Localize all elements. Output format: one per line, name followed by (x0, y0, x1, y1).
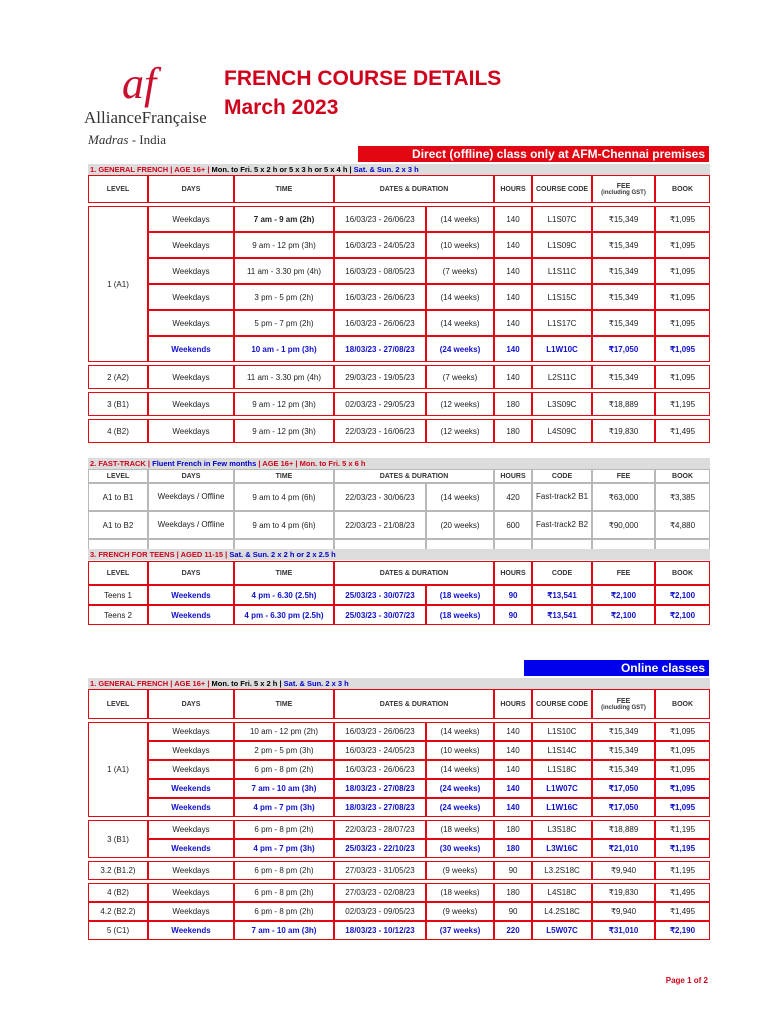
hours-cell: 140 (494, 779, 532, 798)
column-header: DATES & DURATION (334, 175, 494, 203)
heading-part: 3. FRENCH FOR TEENS | AGED 11-15 | (90, 550, 228, 559)
duration-cell: (18 weeks) (426, 883, 494, 902)
time-cell: 9 am - 12 pm (3h) (234, 392, 334, 416)
level-cell: A1 to B2 (88, 511, 148, 539)
dates-cell: 22/03/23 - 28/07/23 (334, 820, 426, 839)
duration-cell: (24 weeks) (426, 779, 494, 798)
days-cell: Weekdays (148, 206, 234, 232)
title-line-2: March 2023 (224, 96, 339, 119)
days-cell: Weekdays (148, 760, 234, 779)
column-header: HOURS (494, 561, 532, 585)
hours-cell: 140 (494, 336, 532, 362)
hours-cell: 600 (494, 511, 532, 539)
book-cell: ₹1,195 (655, 820, 710, 839)
code-cell: L3.2S18C (532, 861, 592, 880)
hours-cell: 140 (494, 760, 532, 779)
days-cell: Weekdays (148, 419, 234, 443)
level-cell: 1 (A1) (88, 206, 148, 362)
dates-cell: 16/03/23 - 08/05/23 (334, 258, 426, 284)
days-cell: Weekdays / Offline (148, 511, 234, 539)
hours-cell: 180 (494, 392, 532, 416)
days-cell: Weekends (148, 605, 234, 625)
table-row (88, 365, 710, 389)
column-header: COURSE CODE (532, 689, 592, 719)
book-cell: ₹1,095 (655, 336, 710, 362)
code-cell: L3S09C (532, 392, 592, 416)
table-row (88, 605, 710, 625)
fee-cell: ₹9,940 (592, 861, 655, 880)
column-header: BOOK (655, 561, 710, 585)
days-cell: Weekdays (148, 365, 234, 389)
heading-part: 1. GENERAL FRENCH | AGE 16+ | (90, 165, 210, 174)
days-cell: Weekdays (148, 861, 234, 880)
page-title (224, 64, 501, 122)
book-cell: ₹1,095 (655, 258, 710, 284)
code-cell: L1W10C (532, 336, 592, 362)
dates-cell: 27/03/23 - 31/05/23 (334, 861, 426, 880)
duration-cell: (18 weeks) (426, 605, 494, 625)
dates-cell: 18/03/23 - 27/08/23 (334, 779, 426, 798)
dates-cell: 02/03/23 - 29/05/23 (334, 392, 426, 416)
level-cell: 3 (B1) (88, 820, 148, 858)
heading-part: Fluent French in Few months (152, 459, 257, 468)
days-cell: Weekends (148, 798, 234, 817)
time-cell: 9 am to 4 pm (6h) (234, 511, 334, 539)
online-general-table (88, 689, 710, 940)
hours-cell: 420 (494, 483, 532, 511)
fee-cell: ₹15,349 (592, 722, 655, 741)
logo-name: AllianceFrançaise (84, 108, 207, 127)
table-row (88, 511, 710, 539)
code-cell: L2S11C (532, 365, 592, 389)
book-cell: ₹1,095 (655, 310, 710, 336)
book-cell: ₹1,095 (655, 365, 710, 389)
column-header: LEVEL (88, 469, 148, 483)
time-cell: 11 am - 3.30 pm (4h) (234, 258, 334, 284)
offline-banner: Direct (offline) class only at AFM-Chennai premises (358, 146, 709, 162)
table-row (88, 232, 710, 258)
dates-cell: 25/03/23 - 22/10/23 (334, 839, 426, 858)
hours-cell: 140 (494, 741, 532, 760)
logo-city: Madras (88, 132, 129, 147)
hours-cell: 180 (494, 820, 532, 839)
time-cell: 7 am - 9 am (2h) (234, 206, 334, 232)
table-row (88, 585, 710, 605)
code-cell: Fast-track2 B2 (532, 511, 592, 539)
column-header: DATES & DURATION (334, 469, 494, 483)
days-cell: Weekends (148, 779, 234, 798)
table-row (88, 798, 710, 817)
hours-cell: 180 (494, 419, 532, 443)
duration-cell: (20 weeks) (426, 511, 494, 539)
fee-cell: ₹17,050 (592, 779, 655, 798)
fasttrack-table (88, 469, 710, 553)
hours-cell: 220 (494, 921, 532, 940)
book-cell: ₹1,495 (655, 902, 710, 921)
table-row (88, 419, 710, 443)
level-cell: Teens 2 (88, 605, 148, 625)
days-cell: Weekdays (148, 820, 234, 839)
column-header: CODE (532, 469, 592, 483)
days-cell: Weekdays (148, 258, 234, 284)
code-cell: L5W07C (532, 921, 592, 940)
fee-cell: ₹15,349 (592, 310, 655, 336)
duration-cell: (7 weeks) (426, 365, 494, 389)
time-cell: 6 pm - 8 pm (2h) (234, 820, 334, 839)
dates-cell: 29/03/23 - 19/05/23 (334, 365, 426, 389)
duration-cell: (18 weeks) (426, 585, 494, 605)
level-cell: A1 to B1 (88, 483, 148, 511)
code-cell: L1S17C (532, 310, 592, 336)
column-header: BOOK (655, 689, 710, 719)
column-header: TIME (234, 689, 334, 719)
table-header-row (88, 561, 710, 585)
heading-part: 1. GENERAL FRENCH | AGE 16+ | (90, 679, 210, 688)
duration-cell: (9 weeks) (426, 861, 494, 880)
book-cell: ₹1,095 (655, 206, 710, 232)
duration-cell: (14 weeks) (426, 284, 494, 310)
column-header: TIME (234, 175, 334, 203)
table-row (88, 722, 710, 741)
level-cell: 5 (C1) (88, 921, 148, 940)
table-row (88, 741, 710, 760)
time-cell: 7 am - 10 am (3h) (234, 921, 334, 940)
days-cell: Weekends (148, 336, 234, 362)
dates-cell: 22/03/23 - 16/06/23 (334, 419, 426, 443)
code-cell: ₹13,541 (532, 605, 592, 625)
book-cell: ₹1,495 (655, 883, 710, 902)
column-header: HOURS (494, 175, 532, 203)
column-header: FEE (including GST) (592, 689, 655, 719)
code-cell: L4S09C (532, 419, 592, 443)
book-cell: ₹1,195 (655, 392, 710, 416)
book-cell: ₹3,385 (655, 483, 710, 511)
days-cell: Weekdays (148, 284, 234, 310)
table-row (88, 258, 710, 284)
hours-cell: 140 (494, 722, 532, 741)
dates-cell: 16/03/23 - 26/06/23 (334, 206, 426, 232)
hours-cell: 140 (494, 310, 532, 336)
code-cell: L1S18C (532, 760, 592, 779)
code-cell: L1S14C (532, 741, 592, 760)
heading-part: Sat. & Sun. 2 x 3 h (283, 679, 349, 688)
table-header-row (88, 469, 710, 483)
code-cell: L1S07C (532, 206, 592, 232)
fee-cell: ₹15,349 (592, 760, 655, 779)
level-cell: 4 (B2) (88, 883, 148, 902)
fee-cell: ₹90,000 (592, 511, 655, 539)
dates-cell: 25/03/23 - 30/07/23 (334, 585, 426, 605)
book-cell: ₹4,880 (655, 511, 710, 539)
code-cell: L3S18C (532, 820, 592, 839)
fee-note: (including GST) (601, 189, 646, 196)
book-cell: ₹1,095 (655, 760, 710, 779)
duration-cell: (10 weeks) (426, 232, 494, 258)
book-cell: ₹1,095 (655, 798, 710, 817)
logo-country: - India (131, 132, 166, 147)
code-cell: L1S10C (532, 722, 592, 741)
column-header: FEE (592, 561, 655, 585)
fee-cell: ₹17,050 (592, 336, 655, 362)
table-row (88, 779, 710, 798)
alliance-francaise-logo (84, 59, 207, 160)
fee-cell: ₹15,349 (592, 206, 655, 232)
table-row (88, 902, 710, 921)
time-cell: 9 am to 4 pm (6h) (234, 483, 334, 511)
hours-cell: 180 (494, 839, 532, 858)
column-header: FEE (592, 469, 655, 483)
time-cell: 10 am - 12 pm (2h) (234, 722, 334, 741)
duration-cell: (9 weeks) (426, 902, 494, 921)
offline-general-heading (88, 164, 710, 175)
days-cell: Weekends (148, 585, 234, 605)
column-header: DATES & DURATION (334, 689, 494, 719)
fee-cell: ₹15,349 (592, 741, 655, 760)
duration-cell: (14 weeks) (426, 483, 494, 511)
logo-location (88, 132, 166, 148)
heading-part: | AGE 16+ | Mon. to Fri. 5 x 6 h (258, 459, 366, 468)
heading-part: Mon. to Fri. 5 x 2 h | (211, 679, 282, 688)
table-row (88, 883, 710, 902)
dates-cell: 16/03/23 - 24/05/23 (334, 232, 426, 258)
time-cell: 9 am - 12 pm (3h) (234, 419, 334, 443)
dates-cell: 22/03/23 - 21/08/23 (334, 511, 426, 539)
teens-table (88, 561, 710, 625)
table-header-row (88, 689, 710, 719)
hours-cell: 90 (494, 861, 532, 880)
column-header: LEVEL (88, 175, 148, 203)
level-cell: 3.2 (B1.2) (88, 861, 148, 880)
time-cell: 11 am - 3.30 pm (4h) (234, 365, 334, 389)
duration-cell: (14 weeks) (426, 310, 494, 336)
column-header: DAYS (148, 561, 234, 585)
code-cell: L4S18C (532, 883, 592, 902)
table-row (88, 392, 710, 416)
dates-cell: 18/03/23 - 10/12/23 (334, 921, 426, 940)
code-cell: ₹13,541 (532, 585, 592, 605)
heading-part: 2. FAST-TRACK | (90, 459, 151, 468)
book-cell: ₹2,190 (655, 921, 710, 940)
code-cell: L1W16C (532, 798, 592, 817)
duration-cell: (14 weeks) (426, 722, 494, 741)
table-row (88, 310, 710, 336)
level-cell: 1 (A1) (88, 722, 148, 817)
days-cell: Weekdays (148, 902, 234, 921)
online-banner: Online classes (524, 660, 709, 676)
column-header: LEVEL (88, 689, 148, 719)
time-cell: 4 pm - 6.30 pm (2.5h) (234, 605, 334, 625)
dates-cell: 22/03/23 - 30/06/23 (334, 483, 426, 511)
duration-cell: (12 weeks) (426, 392, 494, 416)
book-cell: ₹1,095 (655, 722, 710, 741)
book-cell: ₹1,495 (655, 419, 710, 443)
duration-cell: (14 weeks) (426, 760, 494, 779)
fee-cell: ₹18,889 (592, 392, 655, 416)
time-cell: 4 pm - 7 pm (3h) (234, 839, 334, 858)
column-header: DATES & DURATION (334, 561, 494, 585)
days-cell: Weekdays (148, 741, 234, 760)
book-cell: ₹1,195 (655, 839, 710, 858)
level-cell: 2 (A2) (88, 365, 148, 389)
book-cell: ₹1,095 (655, 779, 710, 798)
level-cell: Teens 1 (88, 585, 148, 605)
duration-cell: (12 weeks) (426, 419, 494, 443)
column-header: DAYS (148, 469, 234, 483)
dates-cell: 16/03/23 - 26/06/23 (334, 310, 426, 336)
hours-cell: 90 (494, 605, 532, 625)
column-header: CODE (532, 561, 592, 585)
book-cell: ₹2,100 (655, 585, 710, 605)
fee-cell: ₹18,889 (592, 820, 655, 839)
hours-cell: 140 (494, 365, 532, 389)
dates-cell: 18/03/23 - 27/08/23 (334, 336, 426, 362)
time-cell: 7 am - 10 am (3h) (234, 779, 334, 798)
hours-cell: 140 (494, 258, 532, 284)
page-number: Page 1 of 2 (665, 976, 708, 985)
fee-cell: ₹15,349 (592, 258, 655, 284)
dates-cell: 18/03/23 - 27/08/23 (334, 798, 426, 817)
column-header: COURSE CODE (532, 175, 592, 203)
fee-cell: ₹19,830 (592, 419, 655, 443)
column-header: LEVEL (88, 561, 148, 585)
fee-cell: ₹15,349 (592, 365, 655, 389)
dates-cell: 27/03/23 - 02/08/23 (334, 883, 426, 902)
days-cell: Weekdays (148, 310, 234, 336)
code-cell: L4.2S18C (532, 902, 592, 921)
heading-part: Sat. & Sun. 2 x 2 h or 2 x 2.5 h (229, 550, 336, 559)
hours-cell: 140 (494, 798, 532, 817)
code-cell: L1W07C (532, 779, 592, 798)
hours-cell: 180 (494, 883, 532, 902)
time-cell: 6 pm - 8 pm (2h) (234, 861, 334, 880)
table-header-row (88, 175, 710, 203)
fee-cell: ₹15,349 (592, 232, 655, 258)
level-cell: 4.2 (B2.2) (88, 902, 148, 921)
column-header: FEE (including GST) (592, 175, 655, 203)
fee-note: (including GST) (601, 704, 646, 711)
column-header: BOOK (655, 469, 710, 483)
hours-cell: 90 (494, 902, 532, 921)
column-header: DAYS (148, 689, 234, 719)
fee-cell: ₹2,100 (592, 585, 655, 605)
table-row (88, 839, 710, 858)
days-cell: Weekends (148, 921, 234, 940)
dates-cell: 16/03/23 - 24/05/23 (334, 741, 426, 760)
duration-cell: (14 weeks) (426, 206, 494, 232)
time-cell: 2 pm - 5 pm (3h) (234, 741, 334, 760)
time-cell: 3 pm - 5 pm (2h) (234, 284, 334, 310)
offline-general-table (88, 175, 710, 443)
fee-cell: ₹19,830 (592, 883, 655, 902)
hours-cell: 140 (494, 284, 532, 310)
code-cell: L1S09C (532, 232, 592, 258)
table-row (88, 921, 710, 940)
heading-part: Mon. to Fri. 5 x 2 h or 5 x 3 h or 5 x 4 h | (211, 165, 352, 174)
book-cell: ₹1,195 (655, 861, 710, 880)
code-cell: Fast-track2 B1 (532, 483, 592, 511)
book-cell: ₹2,100 (655, 605, 710, 625)
time-cell: 6 pm - 8 pm (2h) (234, 902, 334, 921)
duration-cell: (7 weeks) (426, 258, 494, 284)
book-cell: ₹1,095 (655, 741, 710, 760)
days-cell: Weekends (148, 839, 234, 858)
table-row (88, 284, 710, 310)
level-cell: 3 (B1) (88, 392, 148, 416)
dates-cell: 16/03/23 - 26/06/23 (334, 722, 426, 741)
column-header: HOURS (494, 689, 532, 719)
column-header: TIME (234, 469, 334, 483)
logo-mark: af (122, 59, 157, 108)
code-cell: L1S15C (532, 284, 592, 310)
hours-cell: 140 (494, 206, 532, 232)
duration-cell: (30 weeks) (426, 839, 494, 858)
table-row (88, 861, 710, 880)
time-cell: 4 pm - 6.30 (2.5h) (234, 585, 334, 605)
hours-cell: 140 (494, 232, 532, 258)
duration-cell: (10 weeks) (426, 741, 494, 760)
dates-cell: 02/03/23 - 09/05/23 (334, 902, 426, 921)
dates-cell: 16/03/23 - 26/06/23 (334, 760, 426, 779)
duration-cell: (37 weeks) (426, 921, 494, 940)
code-cell: L1S11C (532, 258, 592, 284)
days-cell: Weekdays (148, 232, 234, 258)
book-cell: ₹1,095 (655, 232, 710, 258)
dates-cell: 25/03/23 - 30/07/23 (334, 605, 426, 625)
column-header: DAYS (148, 175, 234, 203)
fee-cell: ₹9,940 (592, 902, 655, 921)
duration-cell: (18 weeks) (426, 820, 494, 839)
column-header: BOOK (655, 175, 710, 203)
days-cell: Weekdays (148, 883, 234, 902)
level-cell: 4 (B2) (88, 419, 148, 443)
column-header: HOURS (494, 469, 532, 483)
column-header: TIME (234, 561, 334, 585)
heading-part: Sat. & Sun. 2 x 3 h (353, 165, 419, 174)
fee-cell: ₹2,100 (592, 605, 655, 625)
days-cell: Weekdays (148, 392, 234, 416)
days-cell: Weekdays (148, 722, 234, 741)
table-row (88, 820, 710, 839)
time-cell: 4 pm - 7 pm (3h) (234, 798, 334, 817)
duration-cell: (24 weeks) (426, 336, 494, 362)
title-line-1: FRENCH COURSE DETAILS (224, 67, 502, 90)
fee-cell: ₹63,000 (592, 483, 655, 511)
fee-cell: ₹31,010 (592, 921, 655, 940)
table-row (88, 336, 710, 362)
dates-cell: 16/03/23 - 26/06/23 (334, 284, 426, 310)
book-cell: ₹1,095 (655, 284, 710, 310)
hours-cell: 90 (494, 585, 532, 605)
time-cell: 6 pm - 8 pm (2h) (234, 883, 334, 902)
table-row (88, 206, 710, 232)
duration-cell: (24 weeks) (426, 798, 494, 817)
table-row (88, 760, 710, 779)
time-cell: 6 pm - 8 pm (2h) (234, 760, 334, 779)
fee-cell: ₹17,050 (592, 798, 655, 817)
online-general-heading (88, 678, 710, 689)
days-cell: Weekdays / Offline (148, 483, 234, 511)
time-cell: 10 am - 1 pm (3h) (234, 336, 334, 362)
table-row (88, 483, 710, 511)
fee-cell: ₹15,349 (592, 284, 655, 310)
fee-cell: ₹21,010 (592, 839, 655, 858)
fasttrack-heading (88, 458, 710, 469)
time-cell: 9 am - 12 pm (3h) (234, 232, 334, 258)
time-cell: 5 pm - 7 pm (2h) (234, 310, 334, 336)
code-cell: L3W16C (532, 839, 592, 858)
teens-heading (88, 549, 710, 560)
